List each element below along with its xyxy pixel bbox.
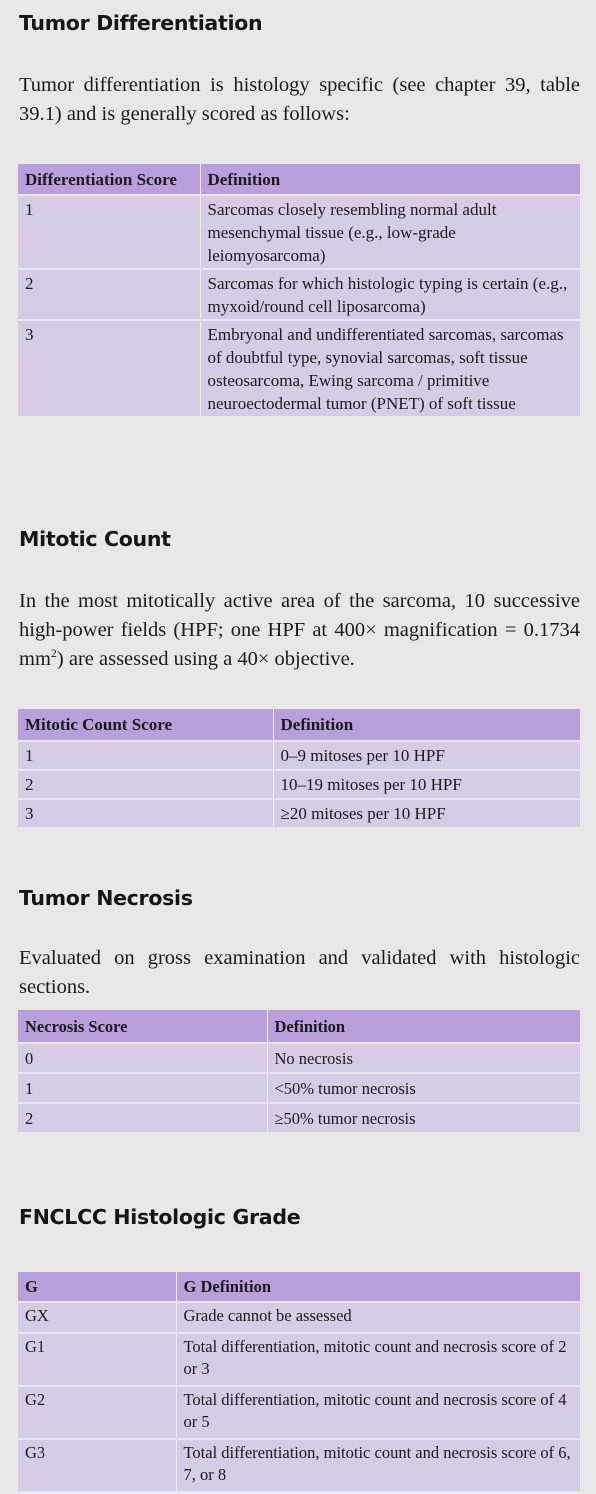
table-row: [18, 320, 580, 416]
table-row: [18, 195, 580, 269]
table-row: [18, 1302, 580, 1333]
table-row: [18, 1333, 580, 1386]
score-cell: 3: [18, 320, 200, 416]
score-cell: 3: [18, 799, 273, 827]
differentiation-intro: Tumor differentiation is histology specific (see chapter 39, table 39.1) and is generally scored as follows:: [19, 74, 580, 125]
tumor-differentiation-heading: Tumor Differentiation: [19, 11, 263, 35]
definition-cell: ≥20 mitoses per 10 HPF: [273, 799, 580, 827]
necrosis-table: [18, 1010, 580, 1132]
definition-cell: Total differentiation, mitotic count and necrosis score of 2 or 3: [176, 1333, 580, 1386]
definition-cell: Total differentiation, mitotic count and necrosis score of 6, 7, or 8: [176, 1439, 580, 1491]
mitotic-intro: [19, 587, 580, 674]
score-cell: 0: [18, 1043, 267, 1073]
definition-cell: Sarcomas closely resembling normal adult mesenchymal tissue (e.g., low-grade leiomyosarcoma): [200, 195, 580, 269]
definition-cell: No necrosis: [267, 1043, 580, 1073]
grade-cell: G1: [18, 1333, 176, 1386]
table-row: [18, 1043, 580, 1073]
mitotic-intro-superscript: 2: [50, 646, 57, 661]
column-header-score: Mitotic Count Score: [18, 709, 273, 741]
mitotic-count-table: [18, 709, 580, 827]
table-row: [18, 1439, 580, 1491]
score-cell: 2: [18, 1103, 267, 1132]
score-cell: 1: [18, 1073, 267, 1103]
table-row: [18, 1073, 580, 1103]
definition-cell: 0–9 mitoses per 10 HPF: [273, 741, 580, 770]
score-cell: 2: [18, 269, 200, 320]
table-row: [18, 799, 580, 827]
definition-cell: 10–19 mitoses per 10 HPF: [273, 770, 580, 799]
grade-cell: G3: [18, 1439, 176, 1491]
score-cell: 1: [18, 195, 200, 269]
column-header-grade: G: [18, 1272, 176, 1302]
column-header-definition: G Definition: [176, 1272, 580, 1302]
histologic-grade-table: [18, 1272, 580, 1491]
score-cell: 2: [18, 770, 273, 799]
mitotic-intro-text-end: ) are assessed using a 40× objective.: [56, 648, 355, 670]
mitotic-count-heading: Mitotic Count: [19, 527, 171, 551]
definition-cell: Grade cannot be assessed: [176, 1302, 580, 1333]
differentiation-table: [18, 164, 580, 416]
score-cell: 1: [18, 741, 273, 770]
table-row: [18, 770, 580, 799]
table-row: [18, 269, 580, 320]
table-row: [18, 1103, 580, 1132]
column-header-definition: Definition: [273, 709, 580, 741]
column-header-score: Differentiation Score: [18, 164, 200, 195]
definition-cell: Sarcomas for which histologic typing is certain (e.g., myxoid/round cell liposarcoma): [200, 269, 580, 320]
definition-cell: Total differentiation, mitotic count and necrosis score of 4 or 5: [176, 1386, 580, 1439]
column-header-score: Necrosis Score: [18, 1010, 267, 1043]
tumor-necrosis-heading: Tumor Necrosis: [19, 886, 193, 910]
definition-cell: <50% tumor necrosis: [267, 1073, 580, 1103]
table-header-row: [18, 709, 580, 741]
mitotic-intro-text: In the most mitotically active area of the sarcoma, 10 successive high-power fields (HPF; one HPF at 400× magnification = 0.1734 mm: [19, 590, 580, 670]
fnclcc-grade-heading: FNCLCC Histologic Grade: [19, 1205, 301, 1229]
grade-cell: G2: [18, 1386, 176, 1439]
grade-cell: GX: [18, 1302, 176, 1333]
table-header-row: [18, 1272, 580, 1302]
column-header-definition: Definition: [200, 164, 580, 195]
definition-cell: Embryonal and undifferentiated sarcomas, sarcomas of doubtful type, synovial sarcomas, soft tissue osteosarcoma, Ewing sarcoma / primitive neuroectodermal tumor (PNET) of soft tissue: [200, 320, 580, 416]
column-header-definition: Definition: [267, 1010, 580, 1043]
definition-cell: ≥50% tumor necrosis: [267, 1103, 580, 1132]
table-row: [18, 1386, 580, 1439]
necrosis-intro: Evaluated on gross examination and validated with histologic sections.: [19, 947, 580, 998]
table-header-row: [18, 164, 580, 195]
table-row: [18, 741, 580, 770]
table-header-row: [18, 1010, 580, 1043]
